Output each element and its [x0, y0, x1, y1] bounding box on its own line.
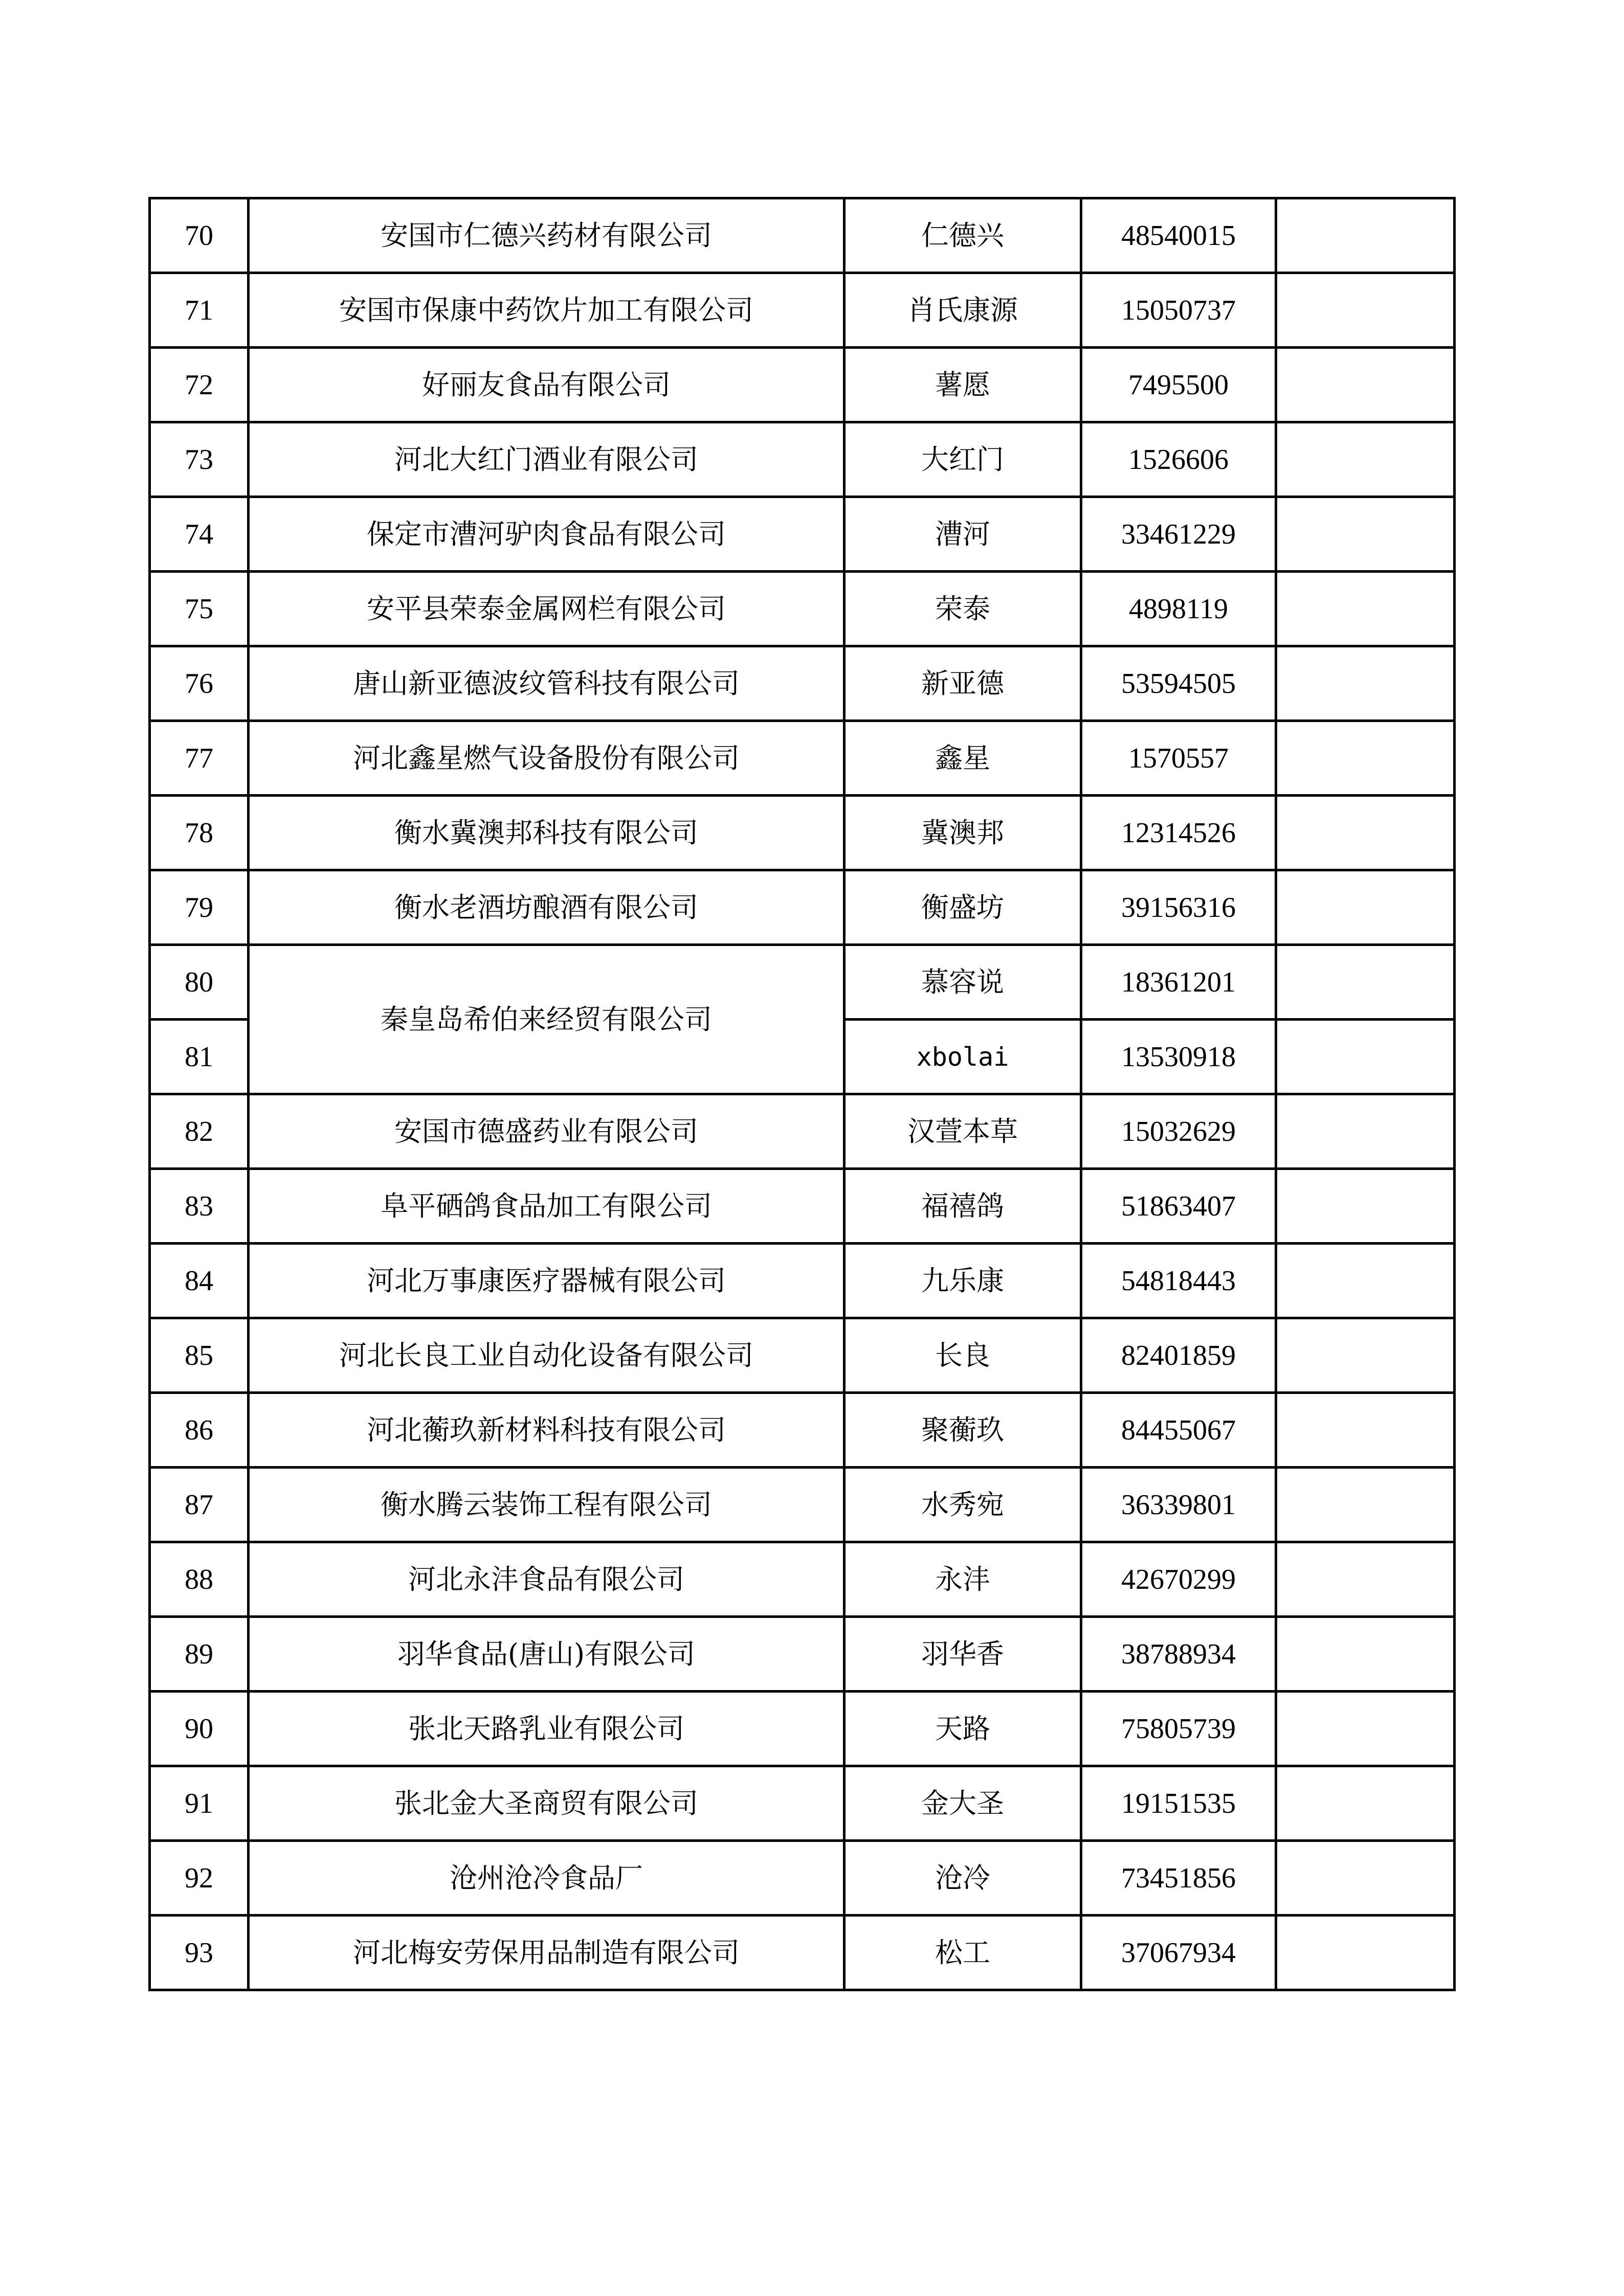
registration-number: 51863407: [1081, 1169, 1276, 1244]
row-number: 90: [150, 1692, 249, 1766]
brand-name: 福禧鸽: [844, 1169, 1081, 1244]
table-row: [150, 497, 1455, 572]
brand-name: 荣泰: [844, 572, 1081, 646]
table-row: [150, 1841, 1455, 1916]
company-name: 羽华食品(唐山)有限公司: [249, 1617, 844, 1692]
note-cell: [1276, 1617, 1455, 1692]
company-name: 河北永沣食品有限公司: [249, 1542, 844, 1617]
brand-name: 水秀宛: [844, 1468, 1081, 1542]
company-name: 保定市漕河驴肉食品有限公司: [249, 497, 844, 572]
company-name-merged: 秦皇岛希伯来经贸有限公司: [249, 945, 844, 1094]
table-row: [150, 646, 1455, 721]
registration-number: 12314526: [1081, 796, 1276, 870]
table-row: [150, 1094, 1455, 1169]
note-cell: [1276, 348, 1455, 422]
registration-number: 18361201: [1081, 945, 1276, 1020]
registration-number: 4898119: [1081, 572, 1276, 646]
registration-number: 37067934: [1081, 1916, 1276, 1990]
brand-name: 永沣: [844, 1542, 1081, 1617]
row-number: 87: [150, 1468, 249, 1542]
brand-name: 汉萱本草: [844, 1094, 1081, 1169]
company-name: 安平县荣泰金属网栏有限公司: [249, 572, 844, 646]
company-name: 河北万事康医疗器械有限公司: [249, 1244, 844, 1318]
row-number: 70: [150, 198, 249, 273]
brand-name: 羽华香: [844, 1617, 1081, 1692]
registration-number: 15032629: [1081, 1094, 1276, 1169]
note-cell: [1276, 1916, 1455, 1990]
brand-name: 衡盛坊: [844, 870, 1081, 945]
registration-number: 75805739: [1081, 1692, 1276, 1766]
table-row: [150, 1244, 1455, 1318]
row-number: 75: [150, 572, 249, 646]
brand-name: 薯愿: [844, 348, 1081, 422]
registration-number: 73451856: [1081, 1841, 1276, 1916]
table-row: [150, 1169, 1455, 1244]
row-number: 79: [150, 870, 249, 945]
brand-name: 新亚德: [844, 646, 1081, 721]
registration-number: 42670299: [1081, 1542, 1276, 1617]
registration-number: 19151535: [1081, 1766, 1276, 1841]
brand-name: 松工: [844, 1916, 1081, 1990]
note-cell: [1276, 1841, 1455, 1916]
company-name: 张北金大圣商贸有限公司: [249, 1766, 844, 1841]
table-row: [150, 870, 1455, 945]
row-number: 72: [150, 348, 249, 422]
company-name: 河北长良工业自动化设备有限公司: [249, 1318, 844, 1393]
note-cell: [1276, 1393, 1455, 1468]
company-name: 河北蘅玖新材料科技有限公司: [249, 1393, 844, 1468]
table-row: [150, 1617, 1455, 1692]
row-number: 77: [150, 721, 249, 796]
brand-name: 天路: [844, 1692, 1081, 1766]
company-name: 河北梅安劳保用品制造有限公司: [249, 1916, 844, 1990]
brand-name: 沧冷: [844, 1841, 1081, 1916]
brand-name: 九乐康: [844, 1244, 1081, 1318]
table-row: [150, 721, 1455, 796]
brand-name: xbolai: [844, 1020, 1081, 1094]
row-number: 84: [150, 1244, 249, 1318]
brand-name: 仁德兴: [844, 198, 1081, 273]
company-name: 衡水腾云装饰工程有限公司: [249, 1468, 844, 1542]
registration-number: 54818443: [1081, 1244, 1276, 1318]
row-number: 88: [150, 1542, 249, 1617]
company-name: 河北鑫星燃气设备股份有限公司: [249, 721, 844, 796]
registration-number: 38788934: [1081, 1617, 1276, 1692]
table-row: [150, 1318, 1455, 1393]
note-cell: [1276, 422, 1455, 497]
note-cell: [1276, 1094, 1455, 1169]
table-row: [150, 945, 1455, 1020]
note-cell: [1276, 870, 1455, 945]
note-cell: [1276, 1169, 1455, 1244]
company-name: 安国市仁德兴药材有限公司: [249, 198, 844, 273]
note-cell: [1276, 1020, 1455, 1094]
note-cell: [1276, 1244, 1455, 1318]
row-number: 83: [150, 1169, 249, 1244]
registration-number: 13530918: [1081, 1020, 1276, 1094]
brand-name: 聚蘅玖: [844, 1393, 1081, 1468]
registration-number: 7495500: [1081, 348, 1276, 422]
note-cell: [1276, 721, 1455, 796]
table-row: [150, 1692, 1455, 1766]
company-name: 安国市德盛药业有限公司: [249, 1094, 844, 1169]
company-name: 沧州沧冷食品厂: [249, 1841, 844, 1916]
table-row: [150, 273, 1455, 348]
row-number: 93: [150, 1916, 249, 1990]
table-row: [150, 572, 1455, 646]
company-name: 唐山新亚德波纹管科技有限公司: [249, 646, 844, 721]
note-cell: [1276, 273, 1455, 348]
registration-number: 36339801: [1081, 1468, 1276, 1542]
trademark-table: [148, 197, 1456, 1991]
row-number: 89: [150, 1617, 249, 1692]
table-row: [150, 796, 1455, 870]
table-row: [150, 1916, 1455, 1990]
company-name: 河北大红门酒业有限公司: [249, 422, 844, 497]
brand-name: 长良: [844, 1318, 1081, 1393]
registration-number: 1570557: [1081, 721, 1276, 796]
brand-name: 肖氏康源: [844, 273, 1081, 348]
company-name: 张北天路乳业有限公司: [249, 1692, 844, 1766]
registration-number: 33461229: [1081, 497, 1276, 572]
row-number: 85: [150, 1318, 249, 1393]
company-name: 安国市保康中药饮片加工有限公司: [249, 273, 844, 348]
note-cell: [1276, 1766, 1455, 1841]
registration-number: 1526606: [1081, 422, 1276, 497]
note-cell: [1276, 1692, 1455, 1766]
note-cell: [1276, 572, 1455, 646]
company-name: 阜平硒鸽食品加工有限公司: [249, 1169, 844, 1244]
row-number: 71: [150, 273, 249, 348]
table-row: [150, 1542, 1455, 1617]
table-row: [150, 348, 1455, 422]
registration-number: 84455067: [1081, 1393, 1276, 1468]
registration-number: 53594505: [1081, 646, 1276, 721]
brand-name: 金大圣: [844, 1766, 1081, 1841]
brand-name: 漕河: [844, 497, 1081, 572]
note-cell: [1276, 497, 1455, 572]
brand-name: 慕容说: [844, 945, 1081, 1020]
note-cell: [1276, 1542, 1455, 1617]
company-name: 衡水老酒坊酿酒有限公司: [249, 870, 844, 945]
note-cell: [1276, 796, 1455, 870]
row-number: 86: [150, 1393, 249, 1468]
row-number: 76: [150, 646, 249, 721]
note-cell: [1276, 1318, 1455, 1393]
table-row: [150, 1393, 1455, 1468]
brand-name: 鑫星: [844, 721, 1081, 796]
note-cell: [1276, 945, 1455, 1020]
row-number: 81: [150, 1020, 249, 1094]
registration-number: 39156316: [1081, 870, 1276, 945]
table-row: [150, 198, 1455, 273]
row-number: 73: [150, 422, 249, 497]
note-cell: [1276, 198, 1455, 273]
registration-number: 48540015: [1081, 198, 1276, 273]
company-name: 好丽友食品有限公司: [249, 348, 844, 422]
table-row: [150, 1468, 1455, 1542]
company-name: 衡水冀澳邦科技有限公司: [249, 796, 844, 870]
brand-name: 冀澳邦: [844, 796, 1081, 870]
note-cell: [1276, 646, 1455, 721]
table-row: [150, 1766, 1455, 1841]
row-number: 82: [150, 1094, 249, 1169]
table-row: [150, 422, 1455, 497]
row-number: 74: [150, 497, 249, 572]
brand-name: 大红门: [844, 422, 1081, 497]
registration-number: 82401859: [1081, 1318, 1276, 1393]
row-number: 91: [150, 1766, 249, 1841]
row-number: 78: [150, 796, 249, 870]
registration-number: 15050737: [1081, 273, 1276, 348]
row-number: 80: [150, 945, 249, 1020]
note-cell: [1276, 1468, 1455, 1542]
row-number: 92: [150, 1841, 249, 1916]
